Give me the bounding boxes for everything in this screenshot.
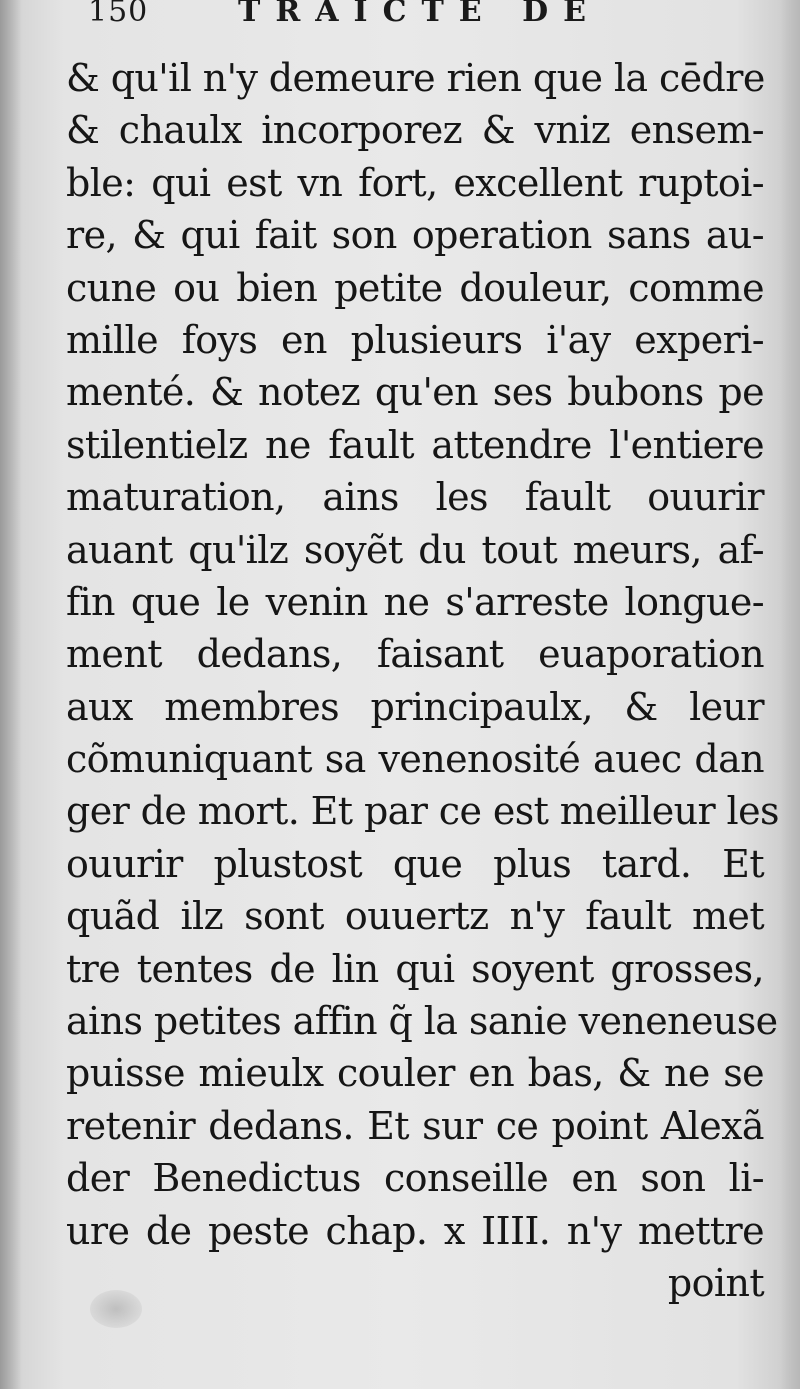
text-line: ble: qui est vn fort, excellent ruptoi-: [66, 160, 764, 205]
running-title: TRAICTE DE: [238, 0, 601, 29]
text-line: mille foys en plusieurs i'ay experi-: [66, 317, 764, 362]
gutter-shadow: [0, 0, 22, 1389]
catchword: point: [667, 1260, 764, 1305]
text-line: & qu'il n'y demeure rien que la cēdre: [66, 56, 765, 100]
text-line: tre tentes de lin qui soyent grosses,: [66, 946, 764, 991]
text-line: der Benedictus conseille en son li-: [66, 1156, 764, 1201]
text-line: re, & qui fait son operation sans au-: [66, 213, 764, 258]
text-line: retenir dedans. Et sur ce point Alexã: [66, 1103, 764, 1148]
text-line: ure de peste chap. x IIII. n'y mettre: [66, 1208, 764, 1253]
text-line: maturation, ains les fault ouurir: [66, 475, 764, 520]
text-line: cune ou bien petite douleur, comme: [66, 265, 764, 310]
page-header: [88, 0, 668, 30]
text-line: puisse mieulx couler en bas, & ne se: [66, 1051, 764, 1096]
text-line: aux membres principaulx, & leur: [66, 684, 764, 729]
page-edge: [780, 0, 800, 1389]
page-number: 150: [88, 0, 149, 29]
text-line: ains petites affin q̃ la sanie veneneuse: [66, 999, 778, 1044]
text-line: auant qu'ilz soyẽt du tout meurs, af-: [66, 527, 764, 572]
text-line: ger de mort. Et par ce est meilleur les: [66, 789, 779, 834]
text-line: fin que le venin ne s'arreste longue-: [66, 579, 764, 624]
text-line: ouurir plustost que plus tard. Et: [66, 841, 764, 886]
text-line: & chaulx incorporez & vniz ensem-: [66, 108, 764, 153]
body-text: [66, 52, 779, 1309]
text-line: cõmuniquant sa venenosité auec dan: [66, 737, 764, 782]
text-line: stilentielz ne fault attendre l'entiere: [66, 422, 764, 467]
text-line: menté. & notez qu'en ses bubons pe: [66, 370, 764, 415]
ink-smudge: [90, 1290, 142, 1328]
text-line: quãd ilz sont ouuertz n'y fault met: [66, 894, 764, 939]
text-line: ment dedans, faisant euaporation: [66, 632, 764, 677]
